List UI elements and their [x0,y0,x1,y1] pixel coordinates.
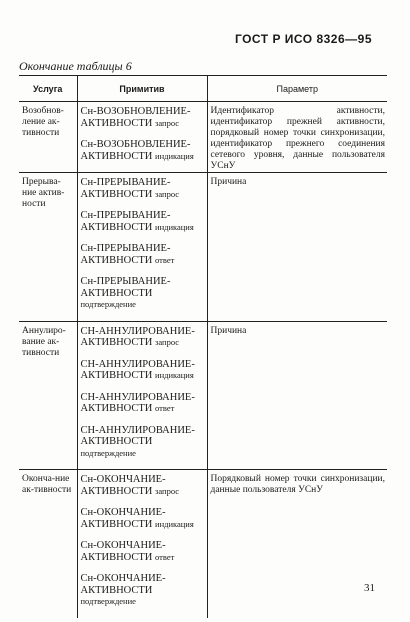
primitive-entry [81,540,205,563]
table-header-row [19,76,387,102]
primitive-entry [81,243,205,266]
primitive-name: Cн-ВОЗОБНОВЛЕНИЕ-АКТИВНОСТИ [80,139,191,162]
primitive-name: Cн-ПРЕРЫВАНИЕ-АКТИВНОСТИ [80,177,171,200]
primitive-name: Cн-ОКОНЧАНИЕ-АКТИВНОСТИ [80,573,166,596]
primitive-kind: индикация [155,370,194,380]
primitive-entry [81,139,205,162]
primitive-kind: индикация [155,221,194,232]
service-cell: Аннулиро-вание ак-тивности [19,321,77,470]
primitive-kind: индикация [155,150,194,161]
table-row [19,321,387,470]
primitive-kind: запрос [155,485,180,496]
primitive-entry [81,326,205,349]
primitive-entry [81,474,205,497]
table-caption: Окончание таблицы 6 [19,59,132,73]
primitive-entry [81,507,205,530]
primitives-cell [77,470,207,618]
primitives-cell [77,173,207,322]
primitive-kind: подтверждение [80,447,136,458]
primitive-name: CН-АННУЛИРОВАНИЕ-АКТИВНОСТИ [80,424,195,447]
primitive-entry [81,392,205,415]
primitive-entry [81,210,205,233]
table-row [19,173,387,322]
primitive-kind: запрос [155,337,180,347]
parameter-cell: Идентификатор активности, идентификатор прежней активности, порядковый номер точки синхронизации, идентификатор прежнего соединения сетевого уровня, данные пользователя УСнУ [207,102,387,173]
primitive-entry [81,177,205,200]
primitives-cell [77,321,207,470]
primitive-kind: запрос [155,117,180,128]
primitive-name: Cн-ПРЕРЫВАНИЕ-АКТИВНОСТИ [80,276,171,299]
primitive-kind: подтверждение [80,299,136,309]
primitive-entry [81,106,205,129]
column-header-service: Услуга [19,76,77,102]
parameter-cell: Порядковый номер точки синхронизации, данные пользователя УСнУ [207,470,387,618]
primitive-name: Cн-ОКОНЧАНИЕ-АКТИВНОСТИ [80,507,166,530]
primitive-name: Cн-ОКОНЧАНИЕ-АКТИВНОСТИ [80,474,166,497]
table-row [19,102,387,173]
service-cell: Прерыва-ние актив-ности [19,173,77,322]
primitive-kind: ответ [155,403,175,413]
parameter-cell: Причина [207,173,387,322]
primitives-cell [77,102,207,173]
primitives-table [19,75,387,618]
primitive-kind: ответ [155,254,175,265]
primitive-name: CН-АННУЛИРОВАНИЕ-АКТИВНОСТИ [80,325,195,348]
primitive-kind: подтверждение [80,596,136,606]
primitive-kind: запрос [155,188,180,199]
primitive-name: Cн-ПРЕРЫВАНИЕ-АКТИВНОСТИ [80,243,171,266]
primitive-name: CН-АННУЛИРОВАНИЕ-АКТИВНОСТИ [80,391,195,414]
primitive-name: Cн-ВОЗОБНОВЛЕНИЕ-АКТИВНОСТИ [80,106,191,129]
service-cell: Оконча-ние ак-тивности [22,474,72,495]
primitive-entry [81,573,205,608]
column-header-primitive: Примитив [77,76,207,102]
primitive-name: Cн-ПРЕРЫВАНИЕ-АКТИВНОСТИ [80,210,171,233]
page-number: 31 [364,582,375,594]
primitive-kind: ответ [155,551,175,562]
primitive-name: Cн-ОКОНЧАНИЕ-АКТИВНОСТИ [80,540,166,563]
primitive-name: CН-АННУЛИРОВАНИЕ-АКТИВНОСТИ [80,358,195,381]
primitive-kind: индикация [155,518,194,529]
parameter-cell: Причина [207,321,387,470]
primitive-entry [81,359,205,382]
service-cell: Возобнов-ление ак-тивности [19,102,77,173]
primitive-entry [81,276,205,311]
column-header-parameter: Параметр [207,76,387,102]
table-row [19,470,387,618]
primitive-entry [81,425,205,460]
document-header: ГОСТ Р ИСО 8326—95 [234,32,372,46]
